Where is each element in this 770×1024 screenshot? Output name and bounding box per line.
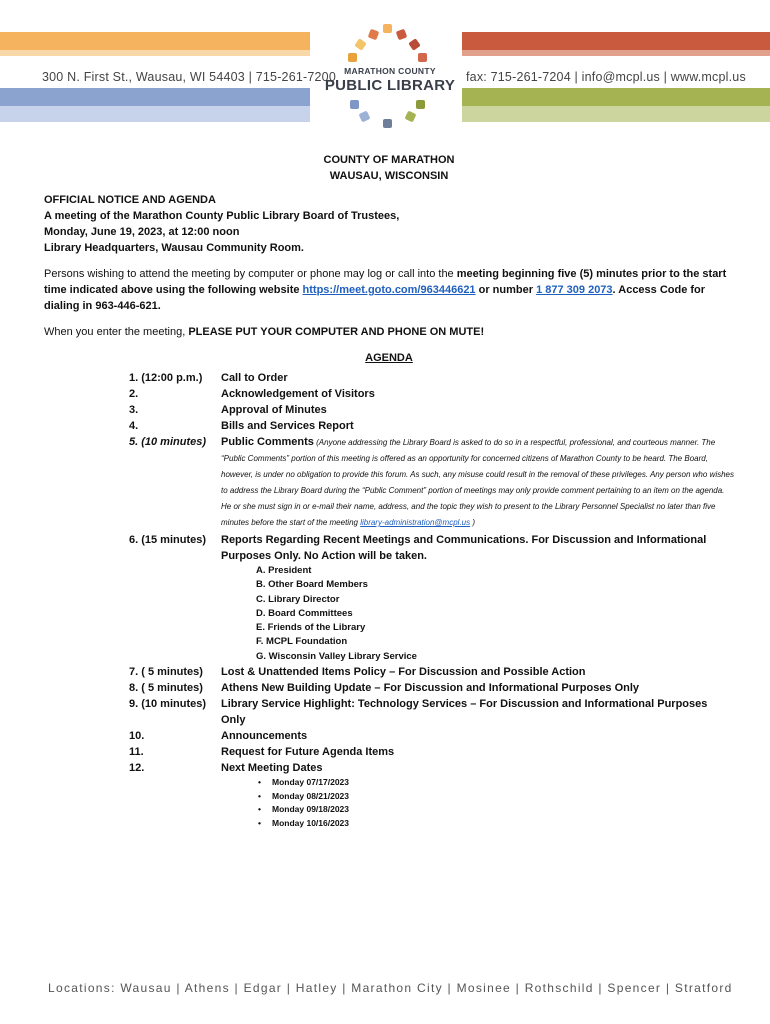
- report-item: A. President: [256, 565, 312, 576]
- agenda-list: [44, 370, 734, 830]
- meeting-dates-list: [44, 776, 734, 830]
- locations-footer: Locations: Wausau | Athens | Edgar | Hatley | Marathon City | Mosinee | Rothschild | Spencer | Stratford: [48, 981, 733, 995]
- attendance-instructions: Persons wishing to attend the meeting by computer or phone may log or call into the meeting beginning five (5) minutes prior to the start time indicated above using the following website https://meet.goto.com/963446621 or number 1 877 309 2073. Access Code for dialing in 963-446-621.: [44, 268, 727, 312]
- report-item: D. Board Committees: [256, 607, 353, 619]
- report-item: F. MCPL Foundation: [256, 636, 348, 648]
- letterhead: [0, 0, 770, 130]
- bullet-icon: •: [258, 790, 261, 801]
- meeting-link[interactable]: https://meet.goto.com/963446621: [302, 284, 476, 296]
- agenda-item-8: 8. ( 5 minutes) Athens New Building Update – For Discussion and Informational Purposes Only: [129, 682, 640, 695]
- band-mid-right: [462, 50, 770, 56]
- library-address: 300 N. First St., Wausau, WI 54403 | 715-261-7200: [42, 70, 336, 84]
- list-item: • Monday 07/17/2023: [258, 776, 734, 790]
- public-comment-note: (Anyone addressing the Library Board is asked to do so in a respectful, professional, and courteous manner. The “Public Comments” portion of this meeting is offered as an opportunity for concerned citizens of Marathon County to be heard. The Board, however, is under no obligation to provide this forum. As such, any misuse could result in the removal of these privileges. Any person who wishes to address the Library Board during the “Public Comment” portion of meetings may only provide comment pertaining to an item on the agenda. He or she must sign in or e-mail their name, address, and the topic they wish to present to the Library Personnel Specialist no later than five minutes before the start of the meeting: [221, 438, 735, 527]
- list-item: • Monday 09/18/2023: [258, 803, 734, 817]
- notice-line-1: A meeting of the Marathon County Public Library Board of Trustees,: [44, 210, 400, 222]
- band-bottom-right-light: [462, 106, 770, 122]
- agenda-item-10: 10. Announcements: [129, 730, 308, 743]
- agenda-item-11: 11. Request for Future Agenda Items: [129, 746, 395, 759]
- agenda-item-12: 12. Next Meeting Dates: [129, 762, 323, 775]
- bullet-icon: •: [258, 817, 261, 828]
- library-admin-email-link[interactable]: library-administration@mcpl.us: [360, 518, 471, 527]
- agenda-item-4: 4. Bills and Services Report: [129, 420, 354, 432]
- agenda-item-7: 7. ( 5 minutes) Lost & Unattended Items Policy – For Discussion and Possible Action: [129, 666, 586, 679]
- bullet-icon: •: [258, 804, 261, 815]
- notice-block: [44, 192, 734, 256]
- county-heading: COUNTY OF MARATHON: [323, 154, 455, 166]
- list-item: • Monday 10/16/2023: [258, 817, 734, 831]
- report-item: B. Other Board Members: [256, 579, 368, 591]
- bullet-icon: •: [258, 777, 261, 788]
- band-bottom-right: [462, 88, 770, 106]
- band-top-left: [0, 32, 310, 50]
- agenda-item-3: 3. Approval of Minutes: [129, 404, 327, 416]
- agenda-item-1: 1. (12:00 p.m.) Call to Order: [129, 372, 288, 384]
- notice-line-2: Monday, June 19, 2023, at 12:00 noon: [44, 226, 240, 238]
- dial-in-phone-link[interactable]: 1 877 309 2073: [536, 284, 613, 296]
- logo-county-text: MARATHON COUNTY: [344, 66, 436, 76]
- document-body: [44, 152, 734, 830]
- library-contact: fax: 715-261-7204 | info@mcpl.us | www.mcpl.us: [466, 70, 746, 84]
- report-item: E. Friends of the Library: [256, 622, 366, 634]
- agenda-item-5: 5. (10 minutes) Public Comments (Anyone addressing the Library Board is asked to do so in a respectful, professional, and courteous manner. The “Public Comments” portion of this meeting is offered as an opportunity for concerned citizens of Marathon County to be heard. The Board, however, is under no obligation to provide this forum. As such, any misuse could result in the removal of these privileges. Any person who wishes to address the Library Board during the “Public Comment” portion of meetings may only provide comment pertaining to an item on the agenda. He or she must sign in or e-mail their name, address, and the topic they wish to present to the Library Personnel Specialist no later than five minutes before the start of the meeting library-administration@mcpl.us ): [129, 436, 735, 527]
- band-top-right: [462, 32, 770, 50]
- report-item: C. Library Director: [256, 593, 340, 605]
- agenda-title: AGENDA: [365, 352, 413, 364]
- band-bottom-left-light: [0, 106, 310, 122]
- notice-line-3: Library Headquarters, Wausau Community Room.: [44, 242, 304, 254]
- band-bottom-left: [0, 88, 310, 106]
- list-item: • Monday 08/21/2023: [258, 790, 734, 804]
- logo-library-text: PUBLIC LIBRARY: [324, 77, 456, 94]
- agenda-item-6: 6. (15 minutes) Reports Regarding Recent Meetings and Communications. For Discussion and Informational Purposes Only. No Action will be taken.: [129, 534, 707, 562]
- notice-title: OFFICIAL NOTICE AND AGENDA: [44, 194, 216, 206]
- band-mid-left: [0, 50, 310, 56]
- report-item: G. Wisconsin Valley Library Service: [256, 650, 417, 662]
- agenda-item-9: 9. (10 minutes) Library Service Highlight: Technology Services – For Discussion and Informational Purposes Only: [129, 698, 708, 727]
- agenda-item-2: 2. Acknowledgement of Visitors: [129, 388, 375, 400]
- reports-sublist: [44, 564, 734, 664]
- city-heading: WAUSAU, WISCONSIN: [329, 170, 449, 182]
- mute-notice: When you enter the meeting, PLEASE PUT YOUR COMPUTER AND PHONE ON MUTE!: [44, 326, 485, 338]
